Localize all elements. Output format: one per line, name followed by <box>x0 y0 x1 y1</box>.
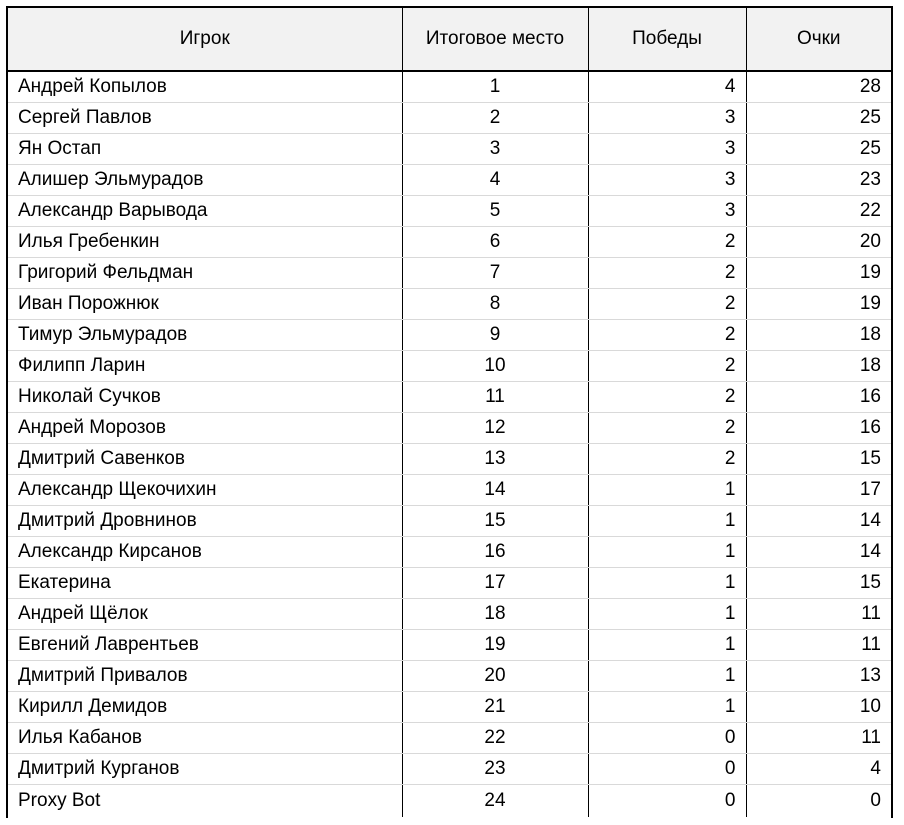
cell-place: 17 <box>402 568 588 599</box>
table-row <box>7 165 892 196</box>
cell-points: 14 <box>746 537 892 568</box>
table-row <box>7 537 892 568</box>
cell-place: 24 <box>402 785 588 818</box>
column-header-place: Итоговое место <box>402 7 588 71</box>
cell-wins: 1 <box>588 599 746 630</box>
table-row <box>7 382 892 413</box>
table-row <box>7 506 892 537</box>
cell-place: 11 <box>402 382 588 413</box>
cell-wins: 3 <box>588 103 746 134</box>
cell-place: 12 <box>402 413 588 444</box>
cell-points: 18 <box>746 351 892 382</box>
cell-player: Тимур Эльмурадов <box>7 320 402 351</box>
table-row <box>7 71 892 103</box>
cell-wins: 1 <box>588 475 746 506</box>
table-row <box>7 630 892 661</box>
table-row <box>7 351 892 382</box>
column-header-wins: Победы <box>588 7 746 71</box>
cell-player: Илья Гребенкин <box>7 227 402 258</box>
cell-points: 16 <box>746 382 892 413</box>
cell-place: 23 <box>402 754 588 785</box>
cell-player: Иван Порожнюк <box>7 289 402 320</box>
table-row <box>7 754 892 785</box>
cell-wins: 1 <box>588 630 746 661</box>
cell-place: 21 <box>402 692 588 723</box>
cell-player: Ян Остап <box>7 134 402 165</box>
cell-place: 7 <box>402 258 588 289</box>
cell-points: 11 <box>746 723 892 754</box>
table-row <box>7 444 892 475</box>
table-row <box>7 599 892 630</box>
cell-player: Александр Кирсанов <box>7 537 402 568</box>
cell-place: 8 <box>402 289 588 320</box>
cell-wins: 2 <box>588 382 746 413</box>
cell-player: Сергей Павлов <box>7 103 402 134</box>
table-row <box>7 661 892 692</box>
table-row <box>7 413 892 444</box>
cell-place: 9 <box>402 320 588 351</box>
cell-place: 5 <box>402 196 588 227</box>
cell-points: 17 <box>746 475 892 506</box>
cell-wins: 0 <box>588 723 746 754</box>
cell-wins: 3 <box>588 196 746 227</box>
cell-wins: 1 <box>588 537 746 568</box>
standings-table <box>6 6 893 818</box>
cell-player: Илья Кабанов <box>7 723 402 754</box>
cell-player: Филипп Ларин <box>7 351 402 382</box>
cell-place: 18 <box>402 599 588 630</box>
cell-player: Александр Варывода <box>7 196 402 227</box>
cell-wins: 2 <box>588 289 746 320</box>
cell-place: 15 <box>402 506 588 537</box>
cell-points: 16 <box>746 413 892 444</box>
cell-player: Proxy Bot <box>7 785 402 818</box>
cell-player: Дмитрий Привалов <box>7 661 402 692</box>
cell-place: 3 <box>402 134 588 165</box>
cell-player: Григорий Фельдман <box>7 258 402 289</box>
cell-player: Андрей Копылов <box>7 71 402 103</box>
table-row <box>7 475 892 506</box>
cell-place: 14 <box>402 475 588 506</box>
cell-wins: 2 <box>588 227 746 258</box>
column-header-player: Игрок <box>7 7 402 71</box>
header-row <box>7 7 892 71</box>
cell-wins: 0 <box>588 754 746 785</box>
cell-points: 28 <box>746 71 892 103</box>
cell-player: Кирилл Демидов <box>7 692 402 723</box>
cell-points: 11 <box>746 630 892 661</box>
cell-wins: 0 <box>588 785 746 818</box>
cell-wins: 1 <box>588 506 746 537</box>
cell-player: Екатерина <box>7 568 402 599</box>
cell-points: 19 <box>746 289 892 320</box>
cell-place: 20 <box>402 661 588 692</box>
cell-place: 16 <box>402 537 588 568</box>
cell-points: 20 <box>746 227 892 258</box>
cell-points: 4 <box>746 754 892 785</box>
cell-wins: 2 <box>588 444 746 475</box>
cell-points: 14 <box>746 506 892 537</box>
cell-points: 19 <box>746 258 892 289</box>
cell-wins: 2 <box>588 351 746 382</box>
column-header-points: Очки <box>746 7 892 71</box>
table-row <box>7 785 892 818</box>
cell-player: Николай Сучков <box>7 382 402 413</box>
cell-place: 2 <box>402 103 588 134</box>
cell-player: Андрей Морозов <box>7 413 402 444</box>
table-row <box>7 196 892 227</box>
cell-points: 0 <box>746 785 892 818</box>
cell-player: Александр Щекочихин <box>7 475 402 506</box>
cell-points: 18 <box>746 320 892 351</box>
cell-points: 22 <box>746 196 892 227</box>
cell-place: 19 <box>402 630 588 661</box>
cell-points: 13 <box>746 661 892 692</box>
table-row <box>7 134 892 165</box>
cell-place: 1 <box>402 71 588 103</box>
cell-place: 10 <box>402 351 588 382</box>
cell-player: Дмитрий Курганов <box>7 754 402 785</box>
cell-wins: 2 <box>588 413 746 444</box>
table-row <box>7 568 892 599</box>
cell-points: 11 <box>746 599 892 630</box>
table-row <box>7 723 892 754</box>
table-row <box>7 103 892 134</box>
cell-place: 4 <box>402 165 588 196</box>
table-row <box>7 258 892 289</box>
cell-wins: 1 <box>588 692 746 723</box>
table-row <box>7 289 892 320</box>
cell-place: 22 <box>402 723 588 754</box>
cell-points: 25 <box>746 103 892 134</box>
cell-player: Алишер Эльмурадов <box>7 165 402 196</box>
cell-points: 25 <box>746 134 892 165</box>
cell-points: 10 <box>746 692 892 723</box>
table-body <box>7 71 892 818</box>
cell-player: Дмитрий Савенков <box>7 444 402 475</box>
cell-wins: 1 <box>588 661 746 692</box>
cell-place: 6 <box>402 227 588 258</box>
cell-player: Евгений Лаврентьев <box>7 630 402 661</box>
cell-player: Дмитрий Дровнинов <box>7 506 402 537</box>
cell-place: 13 <box>402 444 588 475</box>
cell-points: 15 <box>746 568 892 599</box>
cell-wins: 1 <box>588 568 746 599</box>
table-row <box>7 692 892 723</box>
table-row <box>7 227 892 258</box>
table-header <box>7 7 892 71</box>
cell-wins: 2 <box>588 320 746 351</box>
table-row <box>7 320 892 351</box>
standings-table-container <box>6 6 893 818</box>
cell-wins: 3 <box>588 134 746 165</box>
cell-wins: 2 <box>588 258 746 289</box>
cell-points: 15 <box>746 444 892 475</box>
cell-wins: 3 <box>588 165 746 196</box>
cell-points: 23 <box>746 165 892 196</box>
cell-player: Андрей Щёлок <box>7 599 402 630</box>
cell-wins: 4 <box>588 71 746 103</box>
